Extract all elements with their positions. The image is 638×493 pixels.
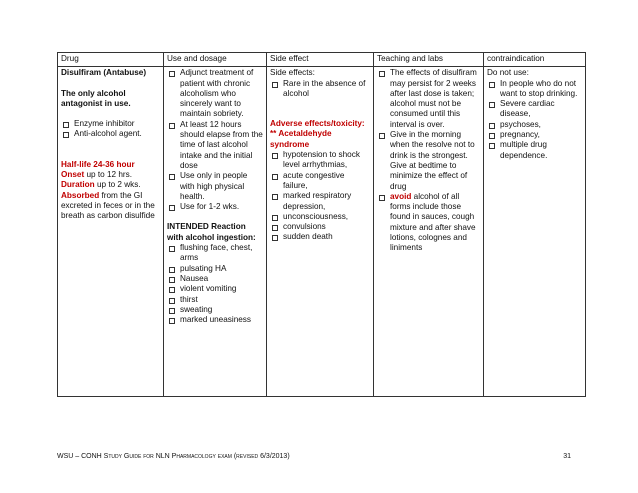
list-item: violent vomiting bbox=[167, 284, 263, 294]
list-item: unconsciousness, bbox=[270, 212, 370, 222]
list-item: At least 12 hours should elapse from the time of last alcohol intake and the initial dose bbox=[167, 120, 263, 171]
list-item: marked uneasiness bbox=[167, 315, 263, 325]
onset-line bbox=[61, 170, 160, 180]
adverse-title: Adverse effects/toxicity: bbox=[270, 119, 365, 129]
contra-bullets bbox=[487, 79, 582, 161]
half-life: Half-life 24-36 hour bbox=[61, 159, 135, 169]
list-item: pulsating HA bbox=[167, 264, 263, 274]
list-item: Give in the morning when the resolve not to drink is the strongest. Give at bedtime to minimize the effect of drug bbox=[377, 130, 480, 192]
list-item: thirst bbox=[167, 295, 263, 305]
cell-teaching-labs bbox=[374, 67, 484, 397]
reaction-bullets bbox=[167, 243, 263, 325]
list-item: Use for 1-2 wks. bbox=[167, 202, 263, 212]
list-item: Rare in the absence of alcohol bbox=[270, 79, 370, 100]
header-teaching-labs: Teaching and labs bbox=[374, 53, 484, 67]
side-heading: Side effects: bbox=[270, 68, 315, 78]
teaching-bullets bbox=[377, 68, 480, 253]
list-item: marked respiratory depression, bbox=[270, 191, 370, 212]
reaction-title: INTENDED Reaction with alcohol ingestion: bbox=[167, 222, 256, 242]
list-item bbox=[377, 192, 480, 254]
list-item: sudden death bbox=[270, 232, 370, 242]
contra-heading: Do not use: bbox=[487, 68, 529, 78]
adverse-bullets bbox=[270, 150, 370, 243]
drug-note: The only alcohol antagonist in use. bbox=[61, 88, 131, 108]
list-item: In people who do not want to stop drinking. bbox=[487, 79, 582, 100]
list-item: sweating bbox=[167, 305, 263, 315]
duration-line bbox=[61, 180, 160, 190]
list-item: Nausea bbox=[167, 274, 263, 284]
cell-contraindication bbox=[484, 67, 586, 397]
table-header-row bbox=[58, 53, 586, 67]
duration-label: Duration bbox=[61, 180, 95, 190]
table-row bbox=[58, 67, 586, 397]
list-item: Anti-alcohol agent. bbox=[61, 129, 160, 139]
onset-text: up to 12 hrs. bbox=[84, 170, 133, 180]
drug-table bbox=[57, 52, 586, 397]
side-bullets bbox=[270, 79, 370, 100]
header-drug: Drug bbox=[58, 53, 164, 67]
footer-text: WSU – CONH Study Guide for NLN Pharmacology exam (revised 6/3/2013) bbox=[57, 453, 290, 460]
adverse-sub: ** Acetaldehyde syndrome bbox=[270, 129, 332, 149]
avoid-highlight: avoid bbox=[390, 191, 412, 201]
list-item: Enzyme inhibitor bbox=[61, 119, 160, 129]
use-bullets bbox=[167, 68, 263, 212]
list-item: Use only in people with high physical health. bbox=[167, 171, 263, 202]
list-item: flushing face, chest, arms bbox=[167, 243, 263, 264]
absorbed-label: Absorbed bbox=[61, 190, 100, 200]
onset-label: Onset bbox=[61, 170, 85, 180]
header-contraindication: contraindication bbox=[484, 53, 586, 67]
list-item: multiple drug dependence. bbox=[487, 140, 582, 161]
header-use-dosage: Use and dosage bbox=[164, 53, 267, 67]
header-side-effect: Side effect bbox=[267, 53, 374, 67]
page-footer bbox=[57, 453, 571, 460]
drug-bullets bbox=[61, 119, 160, 140]
list-item: pregnancy, bbox=[487, 130, 582, 140]
list-item: psychoses, bbox=[487, 120, 582, 130]
list-item: acute congestive failure, bbox=[270, 171, 370, 192]
drug-name: Disulfiram (Antabuse) bbox=[61, 68, 147, 78]
absorbed-text: from the GI excreted in feces or in the breath as carbon disulfide bbox=[61, 190, 155, 221]
duration-text: up to 2 wks. bbox=[94, 180, 141, 190]
list-item: Adjunct treatment of patient with chronic alcoholism who sincerely want to maintain sobriety. bbox=[167, 68, 263, 119]
avoid-text: alcohol of all forms include those found in sauces, cough mixture and after shave lotions, colognes and liniments bbox=[390, 191, 476, 253]
page-number: 31 bbox=[563, 453, 571, 460]
list-item: hypotension to shock level arrhythmias, bbox=[270, 150, 370, 171]
list-item: The effects of disulfiram may persist for 2 weeks after last dose is taken; alcohol must not be consumed until this interval is over. bbox=[377, 68, 480, 130]
cell-side-effect bbox=[267, 67, 374, 397]
cell-drug bbox=[58, 67, 164, 397]
absorbed-line bbox=[61, 191, 160, 222]
list-item: Severe cardiac disease, bbox=[487, 99, 582, 120]
list-item: convulsions bbox=[270, 222, 370, 232]
cell-use-dosage bbox=[164, 67, 267, 397]
